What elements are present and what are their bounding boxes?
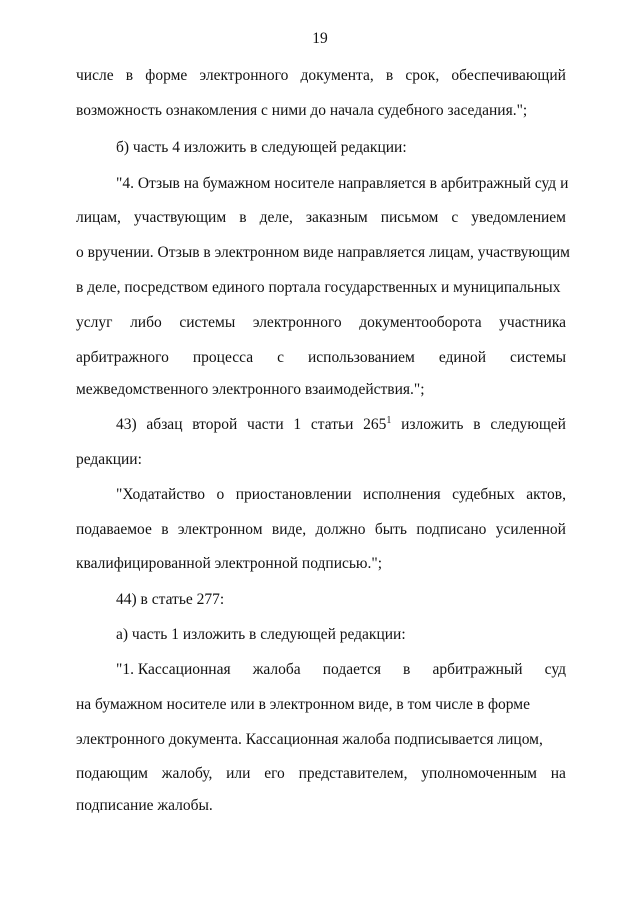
- word: его: [264, 765, 285, 782]
- text-line: [76, 348, 566, 368]
- word: услуг: [76, 314, 113, 331]
- word: использованием: [307, 349, 415, 366]
- word: представителем,: [298, 765, 408, 782]
- word: срок,: [405, 67, 440, 84]
- text-line: [76, 313, 566, 333]
- word: документа,: [300, 67, 374, 84]
- word: арбитражного: [76, 349, 169, 366]
- word: уведомлением: [471, 209, 566, 226]
- word: заказным: [305, 209, 368, 226]
- text-line: б) часть 4 изложить в следующей редакции:: [116, 139, 407, 156]
- word: о: [216, 486, 225, 503]
- word: с: [277, 349, 284, 366]
- article-number-main: 265: [363, 416, 387, 433]
- article-number: [363, 415, 391, 435]
- word: "1. Кассационная: [116, 661, 231, 678]
- text-line: редакции:: [76, 451, 142, 468]
- word: быть: [374, 521, 407, 538]
- text-line: 44) в статье 277:: [116, 591, 225, 608]
- text-line: квалифицированной электронной подписью.";: [76, 555, 383, 572]
- text-line: [116, 660, 566, 680]
- word: второй: [192, 416, 238, 433]
- word: участвующим: [133, 209, 227, 226]
- article-superscript: 1: [386, 415, 392, 426]
- word: в: [239, 209, 247, 226]
- word: либо: [130, 314, 162, 331]
- text-line: [116, 485, 566, 505]
- word: единой: [438, 349, 487, 366]
- word: уполномоченным: [421, 765, 537, 782]
- page-number: 19: [312, 30, 328, 47]
- word: электронного: [199, 67, 289, 84]
- word: электронном: [177, 521, 263, 538]
- word: приостановлении: [235, 486, 352, 503]
- word: 1: [293, 416, 302, 433]
- word: с: [451, 209, 459, 226]
- word: системы: [179, 314, 236, 331]
- word: следующей: [490, 416, 566, 433]
- text-line: [76, 66, 566, 86]
- word: актов,: [526, 486, 566, 503]
- text-line: [76, 520, 566, 540]
- text-line: о вручении. Отзыв в электронном виде направляется лицам, участвующим: [76, 244, 570, 261]
- text-line: [76, 764, 566, 784]
- word: обеспечивающий: [451, 67, 566, 84]
- word: статьи: [310, 416, 354, 433]
- word: системы: [510, 349, 566, 366]
- word: изложить: [401, 416, 464, 433]
- word: арбитражный: [432, 661, 523, 678]
- text-line: "4. Отзыв на бумажном носителе направляется в арбитражный суд и: [116, 175, 569, 192]
- word: процесса: [192, 349, 254, 366]
- word: должно: [315, 521, 366, 538]
- word: в: [125, 67, 134, 84]
- word: части: [247, 416, 284, 433]
- word: участника: [499, 314, 566, 331]
- word: исполнения: [363, 486, 441, 503]
- word: на: [550, 765, 566, 782]
- word: письмом: [380, 209, 439, 226]
- word: суд: [544, 661, 566, 678]
- text-line: а) часть 1 изложить в следующей редакции:: [116, 626, 406, 643]
- text-line: на бумажном носителе или в электронном виде, в том числе в форме: [76, 696, 530, 713]
- word: документооборота: [359, 314, 482, 331]
- word: "Ходатайство: [116, 486, 205, 503]
- text-line: [76, 208, 566, 228]
- word: в: [385, 67, 394, 84]
- word: лицам,: [76, 209, 121, 226]
- word: жалоба: [252, 661, 301, 678]
- word: подписано: [416, 521, 487, 538]
- text-line: электронного документа. Кассационная жалоба подписывается лицом,: [76, 731, 543, 748]
- word: деле,: [259, 209, 293, 226]
- word: усиленной: [495, 521, 566, 538]
- word: жалобу,: [161, 765, 213, 782]
- text-line: возможность ознакомления с ними до начала судебного заседания.";: [76, 102, 528, 119]
- word: 43): [116, 416, 137, 433]
- word: электронного: [252, 314, 342, 331]
- word: в: [473, 416, 481, 433]
- word: числе: [76, 67, 114, 84]
- text-line: [116, 415, 566, 435]
- word: форме: [145, 67, 188, 84]
- word: или: [226, 765, 251, 782]
- word: в: [403, 661, 411, 678]
- word: абзац: [146, 416, 183, 433]
- text-line: межведомственного электронного взаимодействия.";: [76, 381, 425, 398]
- word: подается: [322, 661, 381, 678]
- word: судебных: [452, 486, 515, 503]
- text-line: в деле, посредством единого портала государственных и муниципальных: [76, 279, 561, 296]
- text-line: подписание жалобы.: [76, 797, 213, 814]
- word: виде,: [271, 521, 307, 538]
- word: подающим: [76, 765, 148, 782]
- word: в: [161, 521, 169, 538]
- word: подаваемое: [76, 521, 152, 538]
